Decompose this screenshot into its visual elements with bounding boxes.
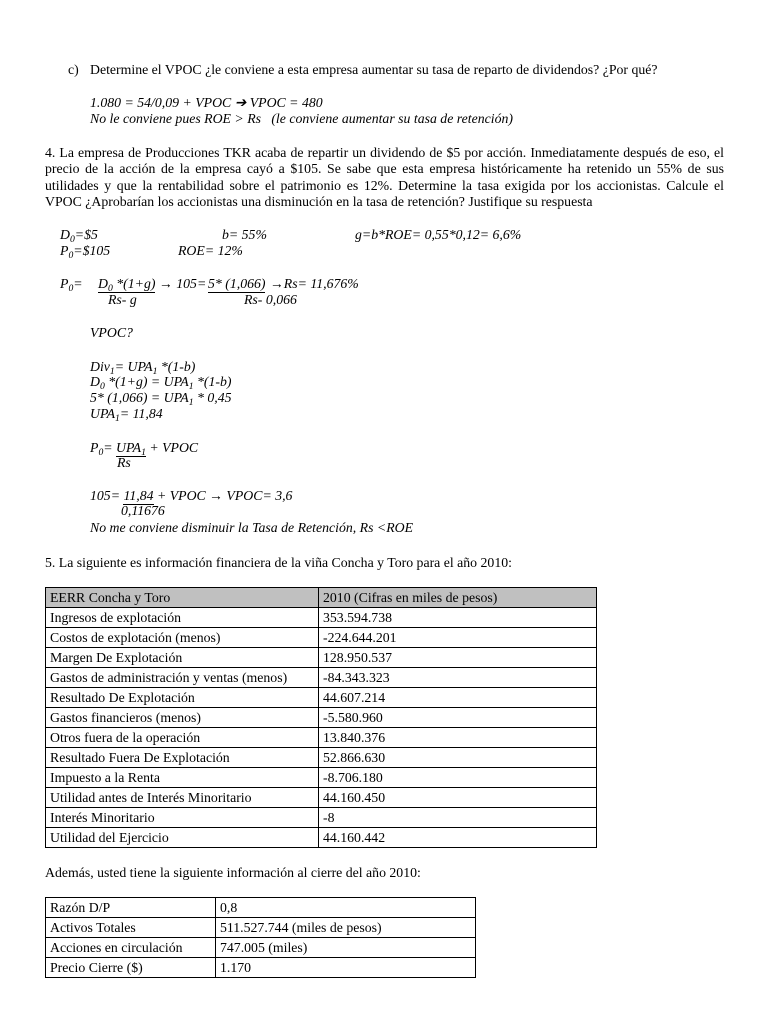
additional-info-intro: Además, usted tiene la siguiente información al cierre del año 2010: xyxy=(45,865,421,880)
question-4-conclusion: No me conviene disminuir la Tasa de Retención, Rs <ROE xyxy=(90,520,414,535)
table-cell-label: Utilidad antes de Interés Minoritario xyxy=(46,788,319,808)
formula-symbol: D xyxy=(98,276,108,291)
d0-equation xyxy=(90,374,232,393)
formula-text: + VPOC xyxy=(145,440,199,455)
given-p0 xyxy=(60,243,111,262)
formula-symbol: P xyxy=(60,276,69,291)
table-row xyxy=(46,748,597,768)
table-row xyxy=(46,768,597,788)
table-cell-label: Acciones en circulación xyxy=(46,938,216,958)
table-row xyxy=(46,668,597,688)
formula-text: *(1+g) = UPA xyxy=(104,374,189,389)
vpoc-heading: VPOC? xyxy=(90,325,133,340)
table-row xyxy=(46,828,597,848)
table-cell-label: Gastos de administración y ventas (menos) xyxy=(46,668,319,688)
part-c-answer-conclusion: No le conviene pues ROE > Rs (le conviene aumentar su tasa de retención) xyxy=(90,111,513,126)
formula-text: = xyxy=(73,276,83,291)
subscript: 1 xyxy=(115,413,120,425)
subscript: 0 xyxy=(68,283,74,295)
formula-text: 5* (1,066) = UPA xyxy=(90,390,189,405)
table-cell-value: 1.170 xyxy=(216,958,476,978)
table-cell-label: Margen De Explotación xyxy=(46,648,319,668)
table-cell-label: Razón D/P xyxy=(46,898,216,918)
table-cell-label: Impuesto a la Renta xyxy=(46,768,319,788)
table-cell-label: Otros fuera de la operación xyxy=(46,728,319,748)
table-cell-label: Gastos financieros (menos) xyxy=(46,708,319,728)
table-cell-value: 44.607.214 xyxy=(319,688,597,708)
table-row xyxy=(46,898,476,918)
formula-text: 105= xyxy=(90,488,124,503)
formula-text: Div xyxy=(90,359,110,374)
question-4-statement-line: utilidades y que la rentabilidad sobre el patrimonio es 12%. Determine la tasa exigida por los accionistas. Calcule el xyxy=(45,178,724,193)
formula-text: =$105 xyxy=(73,243,111,258)
div1-equation xyxy=(90,359,196,378)
part-c-label: c) xyxy=(68,62,79,77)
formula-symbol: P xyxy=(60,243,69,258)
subscript: 0 xyxy=(69,234,75,246)
table-cell-label: Ingresos de explotación xyxy=(46,608,319,628)
question-4-statement-line: precio de la acción de la empresa cayó a $105. Se sabe que esta empresa históricamente ha retenido un 55% de sus xyxy=(45,161,724,176)
table-row xyxy=(46,728,597,748)
upa1-result xyxy=(90,406,163,425)
rs-formula xyxy=(60,276,380,295)
given-g: g=b*ROE= 0,55*0,12= 6,6% xyxy=(355,227,522,242)
fraction-numerator xyxy=(208,276,265,293)
formula-text: *(1-b) xyxy=(193,374,232,389)
table-cell-value: 44.160.442 xyxy=(319,828,597,848)
question-4-statement-line: 4. La empresa de Producciones TKR acaba de repartir un dividendo de $5 por acción. Inmediatamente después de eso, el xyxy=(45,145,724,160)
table-cell-label: Utilidad del Ejercicio xyxy=(46,828,319,848)
underlined-numerator: 11,84 xyxy=(123,488,154,503)
table-cell-value: 0,8 xyxy=(216,898,476,918)
subscript: 0 xyxy=(107,283,113,295)
part-c-question: Determine el VPOC ¿le conviene a esta empresa aumentar su tasa de reparto de dividendos? ¿Por qué? xyxy=(90,62,658,77)
table-header-row xyxy=(46,588,597,608)
table-cell-label: Precio Cierre ($) xyxy=(46,958,216,978)
fraction-numerator xyxy=(98,276,155,293)
subscript: 0 xyxy=(99,381,105,393)
header-cell: EERR Concha y Toro xyxy=(46,588,319,608)
question-5-intro: 5. La siguiente es información financiera de la viña Concha y Toro para el año 2010: xyxy=(45,555,512,570)
table-cell-value: 747.005 (miles) xyxy=(216,938,476,958)
subscript: 1 xyxy=(152,366,158,378)
subscript: 0 xyxy=(98,447,104,459)
table-cell-value: 511.527.744 (miles de pesos) xyxy=(216,918,476,938)
table-cell-value: -8 xyxy=(319,808,597,828)
vpoc-formula xyxy=(90,440,198,457)
fraction-denominator: Rs- g xyxy=(108,292,137,307)
table-row xyxy=(46,938,476,958)
table-cell-value: -5.580.960 xyxy=(319,708,597,728)
table-cell-value: 128.950.537 xyxy=(319,648,597,668)
table-row xyxy=(46,688,597,708)
formula-lhs xyxy=(60,276,83,295)
table-cell-label: Resultado De Explotación xyxy=(46,688,319,708)
formula-text: = UPA xyxy=(114,359,153,374)
table-cell-value: -84.343.323 xyxy=(319,668,597,688)
formula-text: = 11,84 xyxy=(119,406,163,421)
given-d0 xyxy=(60,227,98,246)
table-cell-value: 13.840.376 xyxy=(319,728,597,748)
fraction-denominator: 0,11676 xyxy=(121,503,165,518)
formula-text: UPA xyxy=(116,440,142,455)
table-row xyxy=(46,608,597,628)
table-cell-value: -224.644.201 xyxy=(319,628,597,648)
formula-text: D xyxy=(90,374,100,389)
header-cell: 2010 (Cifras en miles de pesos) xyxy=(319,588,597,608)
fraction-denominator: Rs xyxy=(117,455,131,470)
formula-result: + VPOC → VPOC= 3,6 xyxy=(153,488,293,503)
formula-symbol: P xyxy=(90,440,99,455)
fraction-denominator: Rs- 0,066 xyxy=(244,292,297,307)
formula-text: =$5 xyxy=(74,227,98,242)
table-cell-label: Activos Totales xyxy=(46,918,216,938)
underlined-numerator: 5* (1,066) xyxy=(208,276,266,291)
formula-result: →Rs= 11,676% xyxy=(270,276,359,291)
formula-text: UPA xyxy=(90,406,116,421)
subscript: 1 xyxy=(188,397,194,409)
table-row xyxy=(46,918,476,938)
additional-info-table xyxy=(45,897,476,978)
underlined-numerator xyxy=(98,276,155,293)
subscript: 0 xyxy=(68,250,74,262)
formula-text: *(1+g) xyxy=(112,276,156,291)
formula-text: * 0,45 xyxy=(193,390,232,405)
given-b: b= 55% xyxy=(222,227,267,242)
substitution-equation xyxy=(90,390,232,409)
formula-symbol: D xyxy=(60,227,70,242)
table-row xyxy=(46,708,597,728)
income-statement-table xyxy=(45,587,597,848)
formula-text: *(1-b) xyxy=(157,359,196,374)
table-row xyxy=(46,788,597,808)
table-cell-value: 353.594.738 xyxy=(319,608,597,628)
question-4-statement-line: VPOC ¿Aprobarían los accionistas una disminución en la tasa de retención? Justifique su respuesta xyxy=(45,194,593,209)
formula-text: → 105= xyxy=(159,276,207,291)
table-cell-label: Interés Minoritario xyxy=(46,808,319,828)
table-row xyxy=(46,958,476,978)
table-row xyxy=(46,648,597,668)
table-cell-value: 52.866.630 xyxy=(319,748,597,768)
table-cell-label: Resultado Fuera De Explotación xyxy=(46,748,319,768)
subscript: 1 xyxy=(109,366,115,378)
table-cell-value: -8.706.180 xyxy=(319,768,597,788)
given-roe: ROE= 12% xyxy=(178,243,243,258)
table-row xyxy=(46,808,597,828)
formula-text: = xyxy=(103,440,117,455)
table-row xyxy=(46,628,597,648)
table-cell-value: 44.160.450 xyxy=(319,788,597,808)
part-c-answer-equation: 1.080 = 54/0,09 + VPOC ➔ VPOC = 480 xyxy=(90,95,323,110)
table-cell-label: Costos de explotación (menos) xyxy=(46,628,319,648)
subscript: 1 xyxy=(188,381,194,393)
subscript: 1 xyxy=(141,447,146,459)
